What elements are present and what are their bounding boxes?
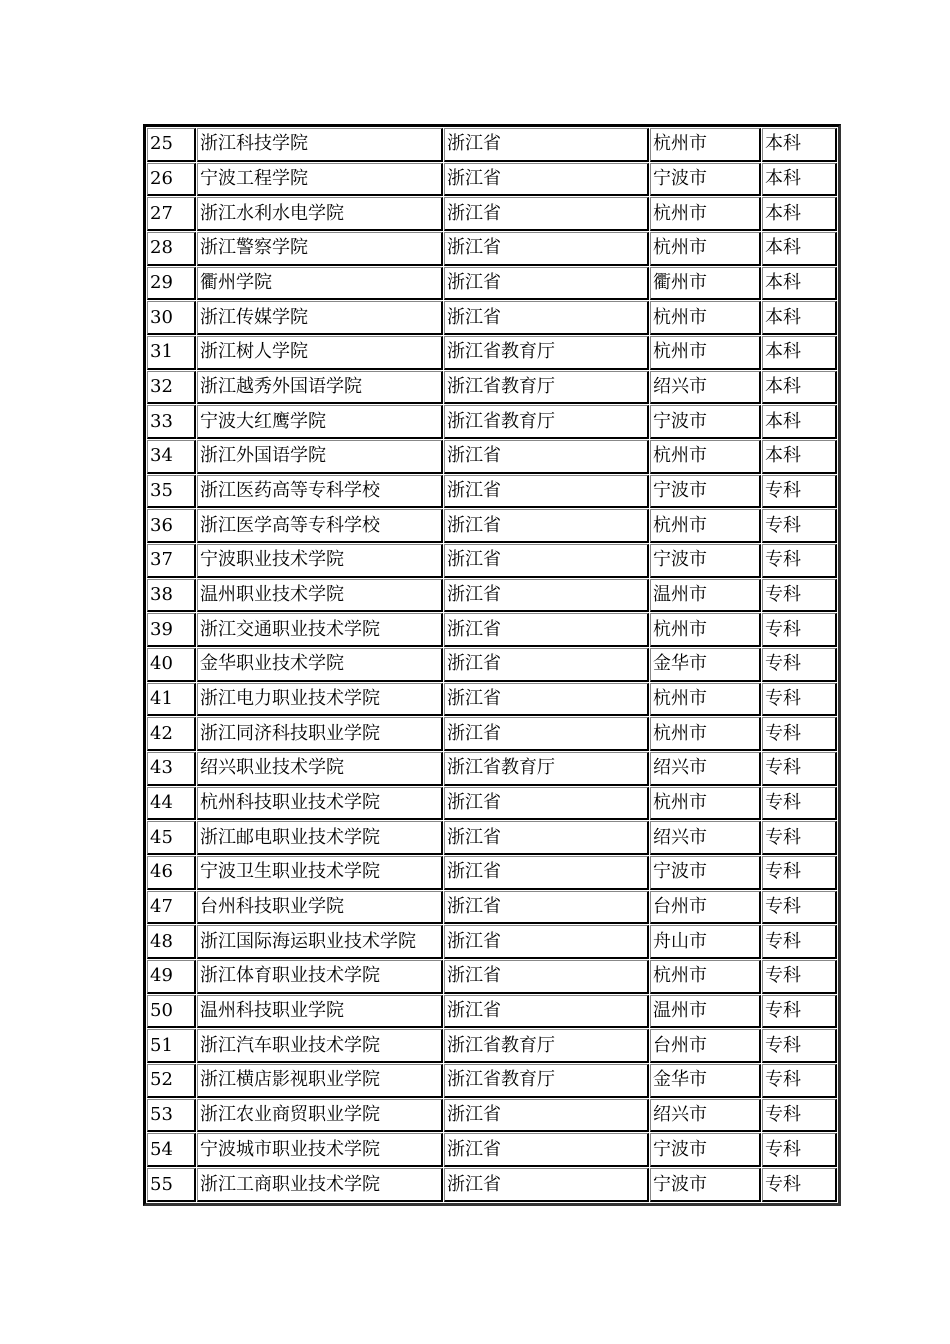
- institution-table: [146, 127, 838, 1203]
- level-cell: 专科: [762, 1064, 837, 1098]
- city-cell: 台州市: [650, 891, 761, 925]
- city-cell: 绍兴市: [650, 371, 761, 405]
- institution-name-cell: 浙江树人学院: [197, 336, 443, 370]
- city-cell: 杭州市: [650, 440, 761, 474]
- authority-cell: 浙江省: [444, 995, 649, 1029]
- city-cell: 杭州市: [650, 301, 761, 335]
- city-cell: 杭州市: [650, 509, 761, 543]
- city-cell: 杭州市: [650, 717, 761, 751]
- row-number-cell: 47: [147, 891, 196, 925]
- level-cell: 专科: [762, 648, 837, 682]
- row-number-cell: 35: [147, 475, 196, 509]
- city-cell: 绍兴市: [650, 821, 761, 855]
- authority-cell: 浙江省: [444, 267, 649, 301]
- city-cell: 舟山市: [650, 925, 761, 959]
- level-cell: 本科: [762, 440, 837, 474]
- institution-name-cell: 浙江体育职业技术学院: [197, 960, 443, 994]
- row-number-cell: 42: [147, 717, 196, 751]
- city-cell: 杭州市: [650, 128, 761, 162]
- row-number-cell: 26: [147, 163, 196, 197]
- table-row: [147, 995, 837, 1029]
- authority-cell: 浙江省: [444, 232, 649, 266]
- institution-name-cell: 浙江国际海运职业技术学院: [197, 925, 443, 959]
- institution-table-frame: [143, 124, 841, 1206]
- level-cell: 专科: [762, 475, 837, 509]
- table-row: [147, 405, 837, 439]
- level-cell: 专科: [762, 1168, 837, 1202]
- level-cell: 专科: [762, 1133, 837, 1167]
- institution-name-cell: 绍兴职业技术学院: [197, 752, 443, 786]
- row-number-cell: 40: [147, 648, 196, 682]
- row-number-cell: 48: [147, 925, 196, 959]
- table-row: [147, 648, 837, 682]
- authority-cell: 浙江省教育厅: [444, 752, 649, 786]
- institution-name-cell: 浙江横店影视职业学院: [197, 1064, 443, 1098]
- city-cell: 杭州市: [650, 960, 761, 994]
- authority-cell: 浙江省: [444, 1099, 649, 1133]
- row-number-cell: 46: [147, 856, 196, 890]
- institution-name-cell: 金华职业技术学院: [197, 648, 443, 682]
- table-row: [147, 891, 837, 925]
- level-cell: 专科: [762, 1029, 837, 1063]
- city-cell: 宁波市: [650, 1168, 761, 1202]
- city-cell: 宁波市: [650, 544, 761, 578]
- row-number-cell: 28: [147, 232, 196, 266]
- authority-cell: 浙江省: [444, 925, 649, 959]
- level-cell: 专科: [762, 891, 837, 925]
- authority-cell: 浙江省: [444, 787, 649, 821]
- table-row: [147, 683, 837, 717]
- row-number-cell: 51: [147, 1029, 196, 1063]
- table-row: [147, 336, 837, 370]
- row-number-cell: 31: [147, 336, 196, 370]
- row-number-cell: 55: [147, 1168, 196, 1202]
- row-number-cell: 44: [147, 787, 196, 821]
- city-cell: 杭州市: [650, 787, 761, 821]
- table-row: [147, 579, 837, 613]
- institution-name-cell: 衢州学院: [197, 267, 443, 301]
- authority-cell: 浙江省: [444, 163, 649, 197]
- authority-cell: 浙江省: [444, 301, 649, 335]
- city-cell: 金华市: [650, 1064, 761, 1098]
- level-cell: 专科: [762, 960, 837, 994]
- authority-cell: 浙江省: [444, 579, 649, 613]
- row-number-cell: 25: [147, 128, 196, 162]
- row-number-cell: 54: [147, 1133, 196, 1167]
- row-number-cell: 41: [147, 683, 196, 717]
- city-cell: 杭州市: [650, 197, 761, 231]
- authority-cell: 浙江省: [444, 891, 649, 925]
- level-cell: 专科: [762, 752, 837, 786]
- level-cell: 专科: [762, 925, 837, 959]
- level-cell: 本科: [762, 232, 837, 266]
- institution-name-cell: 浙江传媒学院: [197, 301, 443, 335]
- city-cell: 杭州市: [650, 232, 761, 266]
- authority-cell: 浙江省: [444, 509, 649, 543]
- authority-cell: 浙江省教育厅: [444, 1064, 649, 1098]
- table-row: [147, 960, 837, 994]
- institution-name-cell: 浙江邮电职业技术学院: [197, 821, 443, 855]
- level-cell: 本科: [762, 405, 837, 439]
- level-cell: 专科: [762, 579, 837, 613]
- level-cell: 专科: [762, 544, 837, 578]
- row-number-cell: 36: [147, 509, 196, 543]
- table-row: [147, 752, 837, 786]
- institution-name-cell: 宁波城市职业技术学院: [197, 1133, 443, 1167]
- city-cell: 宁波市: [650, 163, 761, 197]
- institution-name-cell: 宁波大红鹰学院: [197, 405, 443, 439]
- table-row: [147, 544, 837, 578]
- table-row: [147, 1133, 837, 1167]
- row-number-cell: 53: [147, 1099, 196, 1133]
- institution-name-cell: 宁波卫生职业技术学院: [197, 856, 443, 890]
- city-cell: 温州市: [650, 995, 761, 1029]
- city-cell: 金华市: [650, 648, 761, 682]
- row-number-cell: 32: [147, 371, 196, 405]
- institution-name-cell: 浙江医学高等专科学校: [197, 509, 443, 543]
- table-row: [147, 787, 837, 821]
- table-row: [147, 1168, 837, 1202]
- level-cell: 专科: [762, 856, 837, 890]
- table-row: [147, 1064, 837, 1098]
- authority-cell: 浙江省: [444, 475, 649, 509]
- institution-name-cell: 温州科技职业学院: [197, 995, 443, 1029]
- row-number-cell: 37: [147, 544, 196, 578]
- institution-name-cell: 浙江工商职业技术学院: [197, 1168, 443, 1202]
- table-row: [147, 856, 837, 890]
- city-cell: 绍兴市: [650, 752, 761, 786]
- level-cell: 专科: [762, 787, 837, 821]
- authority-cell: 浙江省: [444, 856, 649, 890]
- table-row: [147, 267, 837, 301]
- table-row: [147, 301, 837, 335]
- institution-name-cell: 台州科技职业学院: [197, 891, 443, 925]
- institution-name-cell: 杭州科技职业技术学院: [197, 787, 443, 821]
- city-cell: 衢州市: [650, 267, 761, 301]
- level-cell: 专科: [762, 509, 837, 543]
- institution-name-cell: 浙江农业商贸职业学院: [197, 1099, 443, 1133]
- level-cell: 专科: [762, 1099, 837, 1133]
- authority-cell: 浙江省: [444, 1133, 649, 1167]
- table-row: [147, 475, 837, 509]
- authority-cell: 浙江省教育厅: [444, 336, 649, 370]
- city-cell: 杭州市: [650, 613, 761, 647]
- authority-cell: 浙江省: [444, 440, 649, 474]
- authority-cell: 浙江省: [444, 960, 649, 994]
- row-number-cell: 50: [147, 995, 196, 1029]
- level-cell: 专科: [762, 821, 837, 855]
- city-cell: 绍兴市: [650, 1099, 761, 1133]
- level-cell: 本科: [762, 371, 837, 405]
- row-number-cell: 34: [147, 440, 196, 474]
- authority-cell: 浙江省教育厅: [444, 371, 649, 405]
- institution-name-cell: 浙江越秀外国语学院: [197, 371, 443, 405]
- table-row: [147, 371, 837, 405]
- authority-cell: 浙江省: [444, 544, 649, 578]
- table-row: [147, 1029, 837, 1063]
- city-cell: 宁波市: [650, 856, 761, 890]
- row-number-cell: 52: [147, 1064, 196, 1098]
- institution-name-cell: 浙江水利水电学院: [197, 197, 443, 231]
- institution-name-cell: 浙江医药高等专科学校: [197, 475, 443, 509]
- level-cell: 专科: [762, 613, 837, 647]
- table-row: [147, 821, 837, 855]
- row-number-cell: 43: [147, 752, 196, 786]
- institution-name-cell: 浙江警察学院: [197, 232, 443, 266]
- level-cell: 专科: [762, 717, 837, 751]
- institution-name-cell: 浙江同济科技职业学院: [197, 717, 443, 751]
- city-cell: 宁波市: [650, 475, 761, 509]
- institution-name-cell: 浙江科技学院: [197, 128, 443, 162]
- institution-name-cell: 温州职业技术学院: [197, 579, 443, 613]
- table-row: [147, 717, 837, 751]
- city-cell: 宁波市: [650, 1133, 761, 1167]
- city-cell: 杭州市: [650, 683, 761, 717]
- row-number-cell: 49: [147, 960, 196, 994]
- table-row: [147, 440, 837, 474]
- row-number-cell: 30: [147, 301, 196, 335]
- table-row: [147, 197, 837, 231]
- row-number-cell: 39: [147, 613, 196, 647]
- level-cell: 本科: [762, 128, 837, 162]
- table-row: [147, 1099, 837, 1133]
- level-cell: 专科: [762, 995, 837, 1029]
- table-body: [147, 128, 837, 1202]
- authority-cell: 浙江省: [444, 821, 649, 855]
- row-number-cell: 38: [147, 579, 196, 613]
- city-cell: 宁波市: [650, 405, 761, 439]
- authority-cell: 浙江省教育厅: [444, 1029, 649, 1063]
- authority-cell: 浙江省: [444, 683, 649, 717]
- authority-cell: 浙江省: [444, 1168, 649, 1202]
- level-cell: 本科: [762, 163, 837, 197]
- table-row: [147, 128, 837, 162]
- institution-name-cell: 浙江电力职业技术学院: [197, 683, 443, 717]
- city-cell: 温州市: [650, 579, 761, 613]
- city-cell: 台州市: [650, 1029, 761, 1063]
- level-cell: 本科: [762, 301, 837, 335]
- institution-name-cell: 浙江交通职业技术学院: [197, 613, 443, 647]
- row-number-cell: 33: [147, 405, 196, 439]
- level-cell: 本科: [762, 197, 837, 231]
- level-cell: 专科: [762, 683, 837, 717]
- table-row: [147, 613, 837, 647]
- table-row: [147, 925, 837, 959]
- institution-name-cell: 浙江汽车职业技术学院: [197, 1029, 443, 1063]
- table-row: [147, 509, 837, 543]
- table-row: [147, 232, 837, 266]
- institution-name-cell: 宁波职业技术学院: [197, 544, 443, 578]
- institution-name-cell: 浙江外国语学院: [197, 440, 443, 474]
- authority-cell: 浙江省: [444, 128, 649, 162]
- authority-cell: 浙江省: [444, 648, 649, 682]
- level-cell: 本科: [762, 336, 837, 370]
- row-number-cell: 27: [147, 197, 196, 231]
- row-number-cell: 29: [147, 267, 196, 301]
- row-number-cell: 45: [147, 821, 196, 855]
- authority-cell: 浙江省: [444, 197, 649, 231]
- table-row: [147, 163, 837, 197]
- institution-name-cell: 宁波工程学院: [197, 163, 443, 197]
- city-cell: 杭州市: [650, 336, 761, 370]
- authority-cell: 浙江省: [444, 613, 649, 647]
- level-cell: 本科: [762, 267, 837, 301]
- authority-cell: 浙江省: [444, 717, 649, 751]
- authority-cell: 浙江省教育厅: [444, 405, 649, 439]
